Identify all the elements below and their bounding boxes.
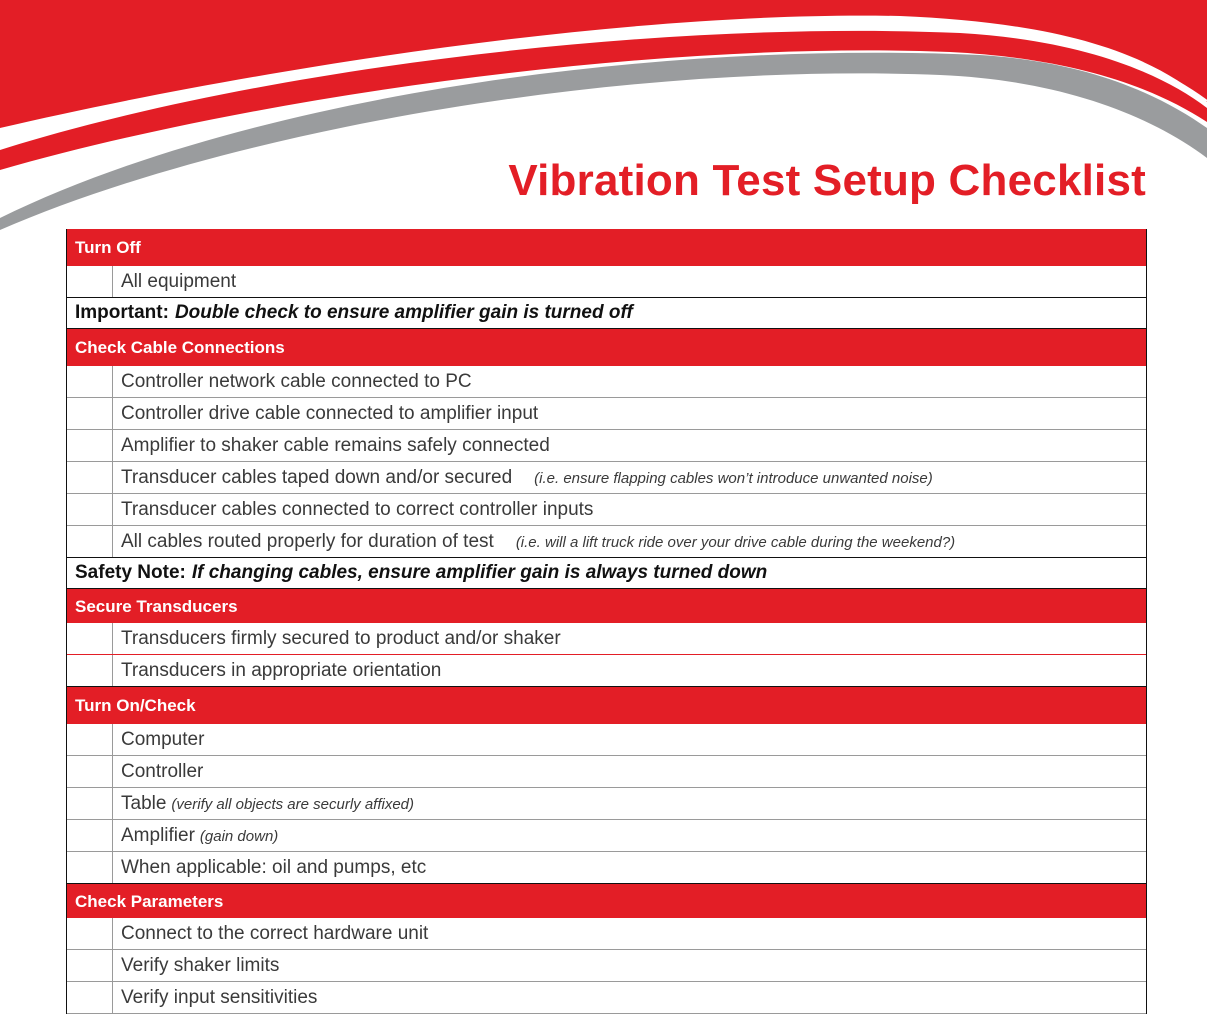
checklist-table: [66, 229, 1147, 1014]
section-header: Check Cable Connections: [67, 329, 1146, 366]
checkbox-cell[interactable]: [67, 852, 113, 883]
item-text: Amplifier: [121, 824, 195, 846]
checkbox-cell[interactable]: [67, 950, 113, 981]
section-header: Check Parameters: [67, 884, 1146, 918]
important-notice: [67, 298, 1146, 329]
item-label: Connect to the correct hardware unit: [121, 922, 429, 944]
item-label: Verify shaker limits: [121, 954, 280, 976]
checkbox-cell[interactable]: [67, 266, 113, 297]
item-label: All equipment: [121, 270, 237, 292]
checklist-item: [67, 820, 1146, 852]
notice-text: Double check to ensure amplifier gain is turned off: [174, 302, 633, 323]
checkbox-cell[interactable]: [67, 526, 113, 557]
checkbox-cell[interactable]: [67, 462, 113, 493]
checkbox-cell[interactable]: [67, 820, 113, 851]
checklist-item: [67, 623, 1146, 655]
item-text: All cables routed properly for duration of test: [121, 530, 494, 552]
checklist-item: [67, 266, 1146, 298]
item-label: Verify input sensitivities: [121, 986, 318, 1008]
section-header: Secure Transducers: [67, 589, 1146, 623]
item-note: (verify all objects are securly affixed): [171, 795, 415, 813]
item-label: Computer: [121, 728, 205, 750]
item-note: (i.e. ensure flapping cables won’t introduce unwanted noise): [534, 469, 933, 487]
checkbox-cell[interactable]: [67, 623, 113, 654]
checklist-item: [67, 430, 1146, 462]
checklist-item: [67, 398, 1146, 430]
checkbox-cell[interactable]: [67, 655, 113, 686]
section-header: Turn On/Check: [67, 687, 1146, 724]
checklist-item: [67, 526, 1146, 558]
checkbox-cell[interactable]: [67, 982, 113, 1013]
item-label: Transducers firmly secured to product and/or shaker: [121, 627, 561, 649]
item-label: Transducers in appropriate orientation: [121, 659, 442, 681]
item-label: Controller network cable connected to PC: [121, 370, 472, 392]
checkbox-cell[interactable]: [67, 918, 113, 949]
checklist-item: [67, 655, 1146, 687]
checklist-item: [67, 756, 1146, 788]
checklist-item: [67, 950, 1146, 982]
checklist-item: [67, 724, 1146, 756]
item-label: [113, 531, 955, 553]
item-label: [113, 467, 933, 489]
checklist-item: [67, 788, 1146, 820]
checkbox-cell[interactable]: [67, 430, 113, 461]
item-label: [113, 793, 414, 815]
checkbox-cell[interactable]: [67, 788, 113, 819]
checkbox-cell[interactable]: [67, 756, 113, 787]
checkbox-cell[interactable]: [67, 494, 113, 525]
item-text: Transducer cables taped down and/or secured: [121, 466, 513, 488]
item-note: (i.e. will a lift truck ride over your drive cable during the weekend?): [515, 533, 956, 551]
item-note: (gain down): [199, 827, 279, 845]
safety-notice: [67, 558, 1146, 589]
item-label: [113, 825, 278, 847]
checkbox-cell[interactable]: [67, 724, 113, 755]
checklist-item: [67, 852, 1146, 884]
notice-label: Safety Note:: [75, 562, 186, 583]
notice-label: Important:: [75, 302, 169, 323]
checkbox-cell[interactable]: [67, 366, 113, 397]
item-label: Transducer cables connected to correct controller inputs: [121, 498, 594, 520]
checklist-item: [67, 918, 1146, 950]
checklist-item: [67, 494, 1146, 526]
checkbox-cell[interactable]: [67, 398, 113, 429]
section-header: Turn Off: [67, 229, 1146, 266]
checklist-item: [67, 366, 1146, 398]
item-label: Controller: [121, 760, 204, 782]
checklist-item: [67, 462, 1146, 494]
item-text: Table: [121, 792, 167, 814]
item-label: When applicable: oil and pumps, etc: [121, 856, 427, 878]
item-label: Amplifier to shaker cable remains safely connected: [121, 434, 550, 456]
checklist-item: [67, 982, 1146, 1014]
item-label: Controller drive cable connected to amplifier input: [121, 402, 539, 424]
page-title: Vibration Test Setup Checklist: [508, 156, 1146, 205]
notice-text: If changing cables, ensure amplifier gain is always turned down: [191, 562, 768, 583]
